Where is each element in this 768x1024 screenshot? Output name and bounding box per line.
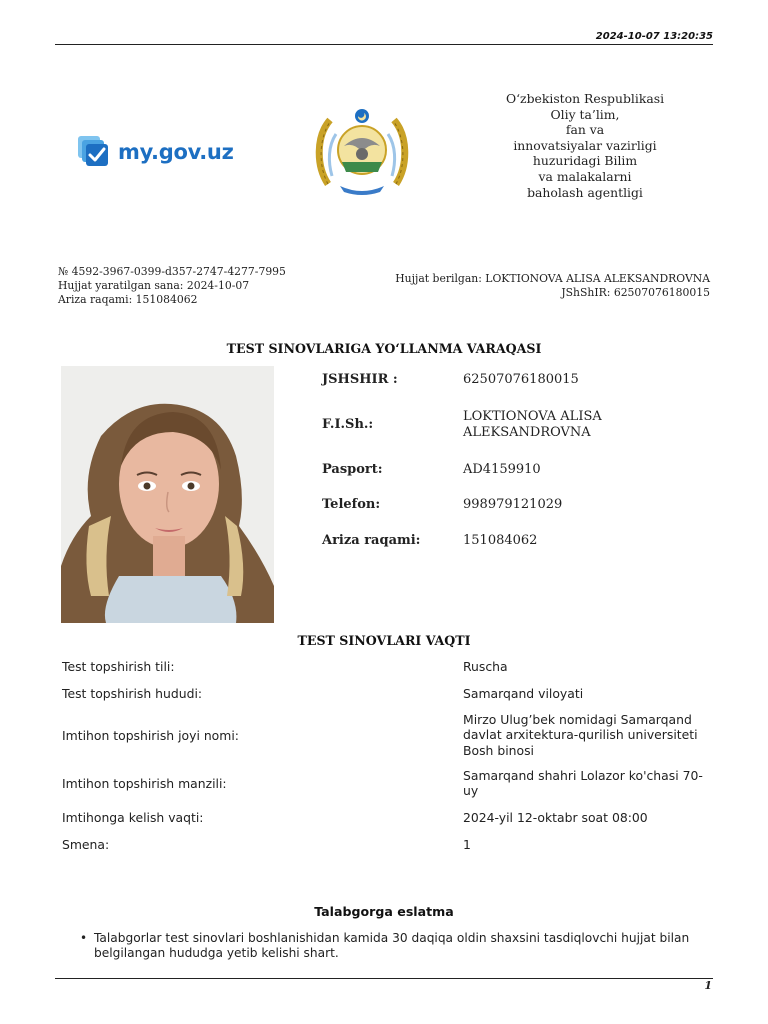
schedule-label: Smena: <box>62 837 110 852</box>
info-label: Ariza raqami: <box>322 533 421 548</box>
top-divider <box>55 44 713 45</box>
recipient-jshshir: JShShIR: 62507076180015 <box>561 286 710 299</box>
schedule-title: TEST SINOVLARI VAQTI <box>297 633 471 648</box>
agency-name <box>485 91 685 200</box>
info-value: LOKTIONOVA ALISA ALEKSANDROVNA <box>463 409 602 440</box>
info-label: Pasport: <box>322 462 383 477</box>
schedule-label: Test topshirish hududi: <box>62 686 203 701</box>
schedule-value: Samarqand viloyati <box>463 686 584 701</box>
schedule-label: Imtihonga kelish vaqti: <box>62 810 204 825</box>
schedule-label: Imtihon topshirish manzili: <box>62 776 227 791</box>
agency-line: Oliy ta’lim, <box>550 106 620 122</box>
document-title: TEST SINOVLARIGA YO‘LLANMA VARAQASI <box>226 341 542 356</box>
agency-line: O‘zbekiston Respublikasi <box>505 91 665 106</box>
schedule-label: Test topshirish tili: <box>62 659 175 674</box>
info-value: 62507076180015 <box>463 372 579 387</box>
mygov-logo <box>76 132 236 172</box>
info-value: AD4159910 <box>463 462 541 477</box>
schedule-value: Ruscha <box>463 659 508 674</box>
document-meta <box>58 265 286 307</box>
info-value: 998979121029 <box>463 497 563 512</box>
issued-to: Hujjat berilgan: LOKTIONOVA ALISA ALEKSANDROVNA <box>395 272 710 285</box>
schedule-value: 1 <box>463 837 471 852</box>
info-value: 151084062 <box>463 533 538 548</box>
page-number: 1 <box>704 979 712 992</box>
schedule-label: Imtihon topshirish joyi nomi: <box>62 728 239 743</box>
info-label: Telefon: <box>322 497 381 512</box>
agency-line: huzuridagi Bilim <box>532 153 638 169</box>
agency-line: baholash agentligi <box>527 184 643 200</box>
schedule-value: Mirzo Ulug’bek nomidagi Samarqand davlat arxitektura-qurilish universiteti Bosh binosi <box>463 712 698 758</box>
document-number: № 4592-3967-0399-d357-2747-4277-7995 <box>58 265 286 278</box>
state-emblem-icon <box>314 106 410 198</box>
bottom-divider <box>55 978 713 979</box>
schedule-value: 2024-yil 12-oktabr soat 08:00 <box>463 810 648 825</box>
document-created-date: Hujjat yaratilgan sana: 2024-10-07 <box>58 279 250 292</box>
bullet-icon: • <box>80 931 88 945</box>
agency-line: va malakalarni <box>538 168 632 184</box>
info-label: JSHSHIR : <box>322 372 398 387</box>
info-label: F.I.Sh.: <box>322 417 374 432</box>
document-recipient <box>395 272 710 300</box>
application-number: Ariza raqami: 151084062 <box>58 293 198 306</box>
mygov-logo-text: my.gov.uz <box>118 140 234 164</box>
schedule-value: Samarqand shahri Lolazor ko'chasi 70-uy <box>463 768 703 799</box>
note-item: Talabgorlar test sinovlari boshlanishidan kamida 30 daqiqa oldin shaxsini tasdiqlovchi hujjat bilan belgilangan hududga yetib kelishi shart. <box>94 931 690 961</box>
print-timestamp: 2024-10-07 13:20:35 <box>595 31 713 42</box>
note-title: Talabgorga eslatma <box>314 904 454 919</box>
agency-line: innovatsiyalar vazirligi <box>513 137 657 153</box>
agency-line: fan va <box>565 122 605 138</box>
applicant-photo <box>61 366 274 623</box>
mygov-check-icon <box>76 134 110 170</box>
